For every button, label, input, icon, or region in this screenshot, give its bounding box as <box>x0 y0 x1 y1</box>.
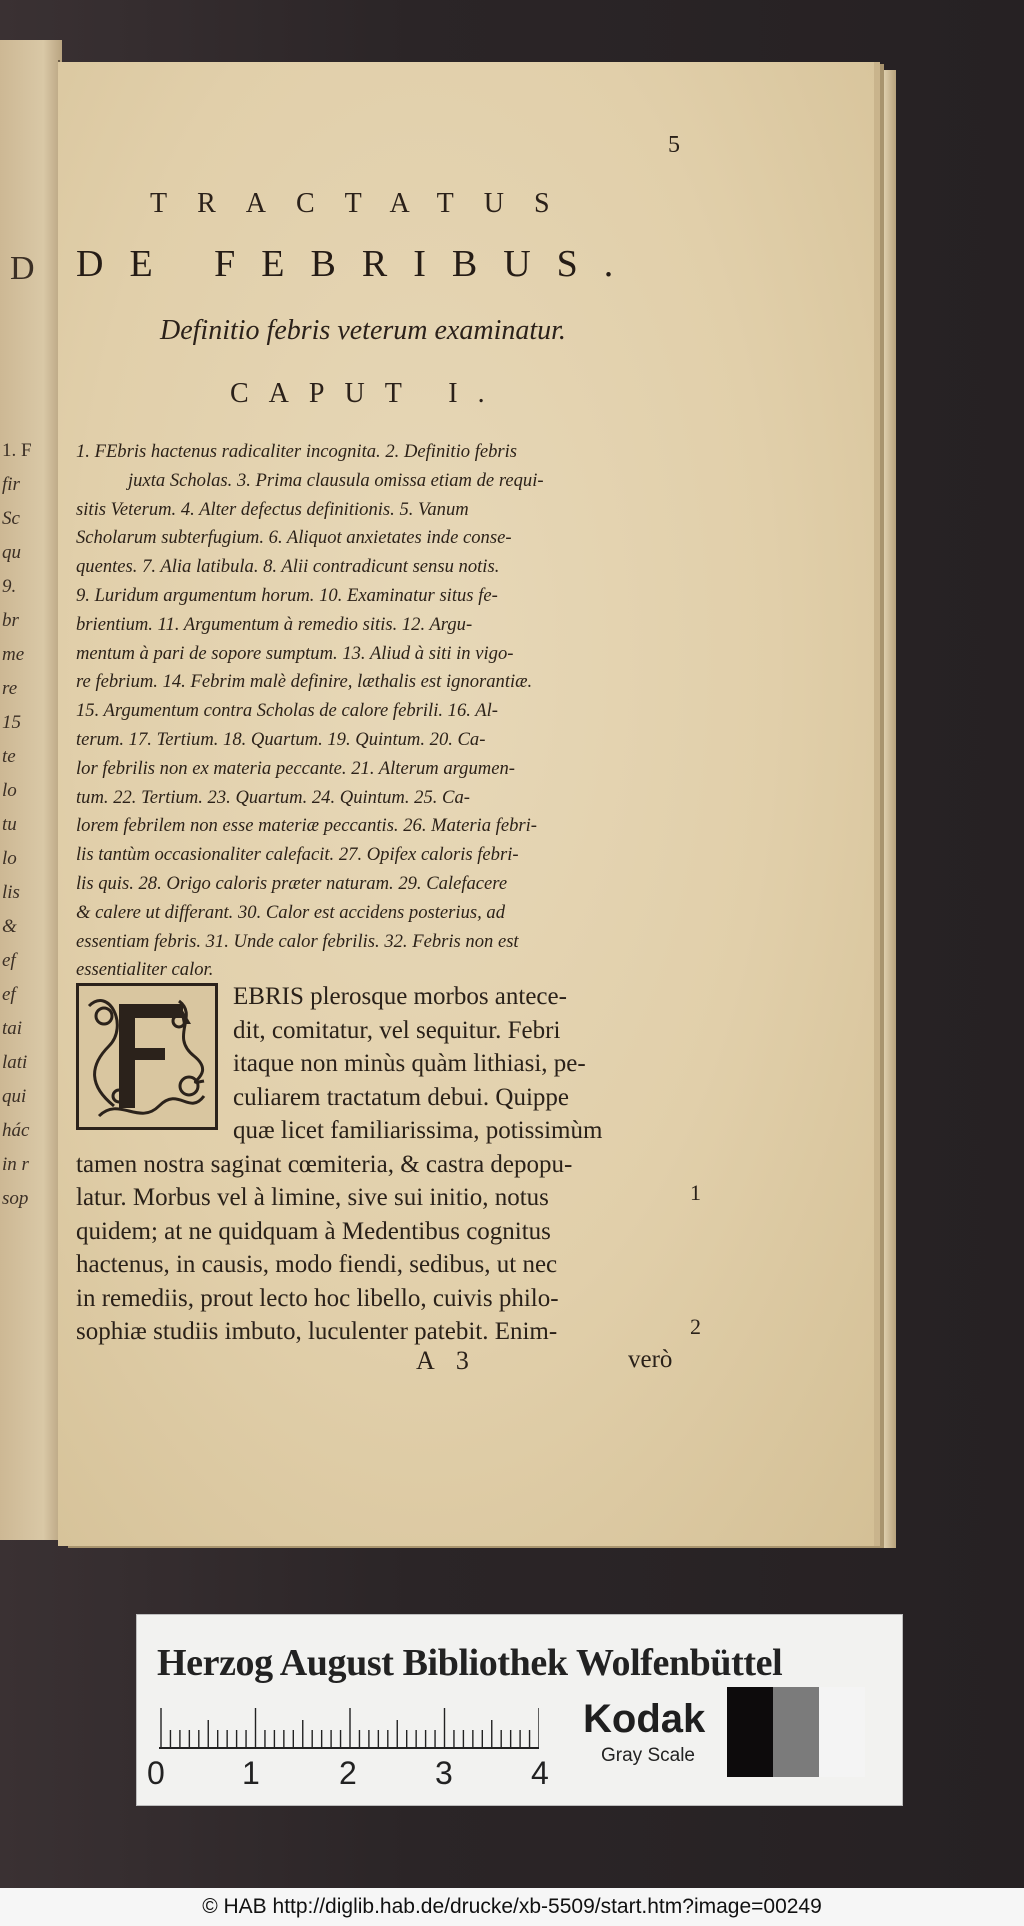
summary-line: tum. 22. Tertium. 23. Quartum. 24. Quintum. 25. Ca- <box>76 786 470 808</box>
summary-line: 1. FEbris hactenus radicaliter incognita. 2. Definitio febris <box>76 441 518 462</box>
left-page-text: in r <box>2 1154 29 1175</box>
left-page-text: 9. <box>2 576 17 597</box>
title-line-1: TRACTATUS <box>150 188 580 219</box>
summary-line: essentialiter calor. <box>76 959 214 981</box>
summary-line: lor febrilis non ex materia peccante. 21. Alterum argumen- <box>76 757 515 779</box>
left-page-text: qui <box>2 1086 27 1107</box>
summary-line: lis tantùm occasionaliter calefacit. 27. Opifex caloris febri- <box>76 844 519 866</box>
left-page-text: Sc <box>2 508 20 529</box>
summary-line: juxta Scholas. 3. Prima clausula omissa etiam de requi- <box>128 469 544 491</box>
gray-scale-label: Gray Scale <box>601 1745 695 1766</box>
left-page-text: lo <box>2 780 17 801</box>
catchword: verò <box>628 1346 673 1373</box>
left-page-fragment <box>0 40 62 1540</box>
margin-number: 2 <box>690 1314 701 1339</box>
summary-line: terum. 17. Tertium. 18. Quartum. 19. Quintum. 20. Ca- <box>76 728 486 750</box>
ruler-number: 4 <box>531 1755 549 1791</box>
summary-line: brientium. 11. Argumentum à remedio sitis. 12. Argu- <box>76 613 473 635</box>
summary-line: sitis Veterum. 4. Alter defectus definitionis. 5. Vanum <box>76 498 469 520</box>
body-line: latur. Morbus vel à limine, sive sui initio, notus <box>76 1184 549 1211</box>
signature-mark: A 3 <box>416 1346 477 1375</box>
ruler-number: 0 <box>147 1755 165 1791</box>
summary-line: 9. Luridum argumentum horum. 10. Examinatur situs fe- <box>76 584 498 606</box>
left-page-text: ef <box>2 984 16 1005</box>
summary-line: quentes. 7. Alia latibula. 8. Alii contradicunt sensu notis. <box>76 556 500 578</box>
left-page-text: D <box>10 250 35 287</box>
margin-number: 1 <box>690 1180 701 1205</box>
summary-line: lorem febrilem non esse materiæ peccantis. 26. Materia febri- <box>76 815 537 837</box>
page-number: 5 <box>668 132 680 158</box>
page-edge <box>874 70 896 1548</box>
card-title: Herzog August Bibliothek Wolfenbüttel <box>157 1642 783 1684</box>
left-page-text: re <box>2 678 18 699</box>
body-line: quæ licet familiarissima, potissimùm <box>233 1117 603 1144</box>
body-text <box>76 980 692 1349</box>
gray-swatch <box>727 1687 773 1777</box>
summary-line: & calere ut differant. 30. Calor est accidens posterius, ad <box>76 901 505 923</box>
summary-line: 15. Argumentum contra Scholas de calore febrili. 16. Al- <box>76 700 498 722</box>
credit-text: © HAB http://diglib.hab.de/drucke/xb-5509/start.htm?image=00249 <box>202 1895 822 1918</box>
left-page-text: me <box>2 644 25 665</box>
left-page-text: 1. F <box>2 440 32 461</box>
chapter-subtitle: Definitio febris veterum examinatur. <box>160 315 566 346</box>
left-page-text: te <box>2 746 16 767</box>
brand-label: Kodak <box>583 1697 706 1741</box>
body-line: itaque non minùs quàm lithiasi, pe- <box>233 1050 586 1077</box>
left-page-text: fir <box>2 474 20 495</box>
left-page-text: 15 <box>2 712 21 733</box>
body-line: hactenus, in causis, modo fiendi, sedibus, ut nec <box>76 1251 558 1278</box>
ruler-number: 1 <box>242 1755 260 1791</box>
ruler-numbers <box>147 1755 567 1789</box>
ruler-number: 2 <box>339 1755 357 1791</box>
chapter-heading: CAPUT I. <box>230 378 505 409</box>
body-line: quidem; at ne quidquam à Medentibus cognitus <box>76 1217 551 1245</box>
body-line: culiarem tractatum debui. Quippe <box>233 1083 569 1111</box>
color-reference-card <box>136 1614 903 1806</box>
left-page-text: lati <box>2 1052 28 1073</box>
summary-line: Scholarum subterfugium. 6. Aliquot anxietates inde conse- <box>76 527 512 549</box>
ruler-number: 3 <box>435 1755 453 1791</box>
body-line: EBRIS plerosque morbos antece- <box>233 983 567 1010</box>
summary-line: mentum à pari de sopore sumptum. 13. Aliud à siti in vigo- <box>76 642 514 664</box>
summary-line: essentiam febris. 31. Unde calor febrilis. 32. Febris non est <box>76 930 519 952</box>
body-line: dit, comitatur, vel sequitur. Febri <box>233 1016 561 1044</box>
left-page-text: tai <box>2 1018 23 1039</box>
left-page-text: sop <box>2 1188 29 1209</box>
gray-swatch <box>819 1687 865 1777</box>
left-page-text: tu <box>2 814 17 835</box>
body-line: sophiæ studiis imbuto, luculenter patebit. Enim- <box>76 1318 558 1345</box>
left-page-text: hác <box>2 1120 30 1141</box>
left-page-text: & <box>2 916 17 937</box>
chapter-summary <box>76 438 684 985</box>
left-page-text: br <box>2 610 19 631</box>
summary-line: lis quis. 28. Origo caloris præter naturam. 29. Calefacere <box>76 872 508 894</box>
left-page-text: lo <box>2 848 17 869</box>
title-line-2: DE FEBRIBUS. <box>76 243 640 285</box>
left-page-text: lis <box>2 882 20 903</box>
summary-line: re febrium. 14. Febrim malè definire, læthalis est ignorantiæ. <box>76 671 533 693</box>
credit-bar <box>0 1888 1024 1926</box>
ruler-icon <box>159 1707 539 1749</box>
gray-swatch <box>773 1687 819 1777</box>
body-line: tamen nostra saginat cœmiteria, & castra depopu- <box>76 1150 573 1178</box>
body-line: in remediis, prout lecto hoc libello, cuivis philo- <box>76 1284 559 1312</box>
left-page-text: qu <box>2 542 21 563</box>
left-page-text: ef <box>2 950 16 971</box>
